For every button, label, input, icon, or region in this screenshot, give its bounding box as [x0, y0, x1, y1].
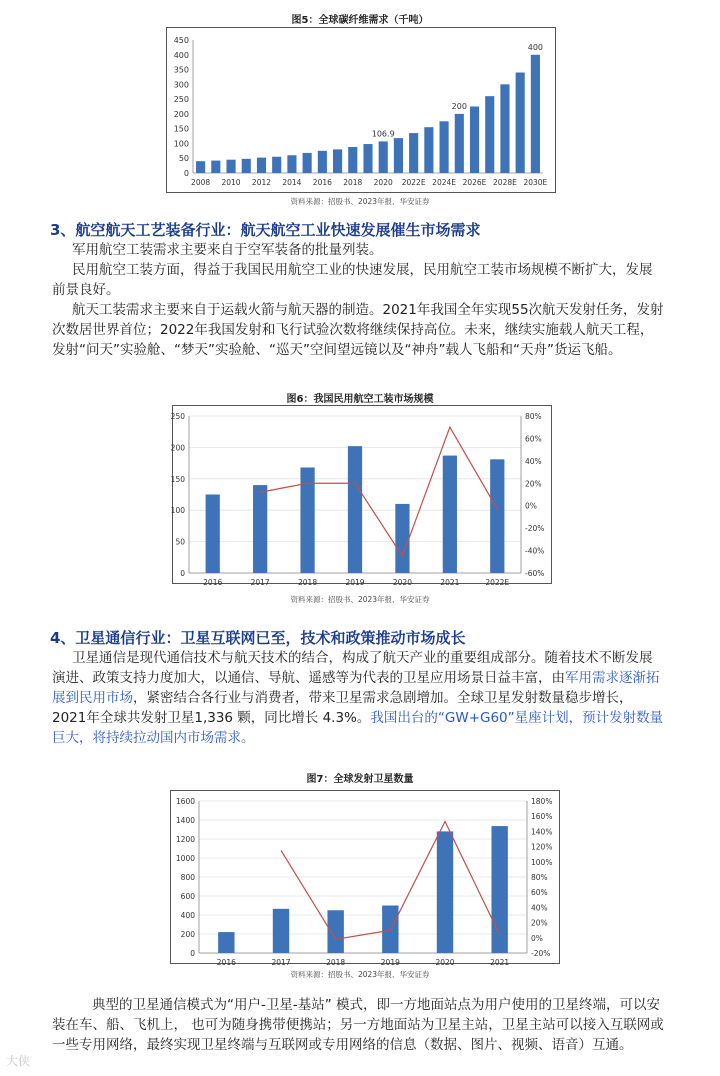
- fig5-x-tick-label: 2008: [191, 178, 211, 187]
- fig5-chart: [166, 27, 556, 193]
- section4-text-c: ，紧密结合各行业与消费者，带来卫星需求急剧增加。全球卫星发射数量稳步增长，2021年全球共发射卫星1,336 颗，同比增长 4.3%。: [52, 690, 633, 726]
- fig5-x-tick-label: 2020: [373, 178, 393, 187]
- fig7-bar: [327, 910, 343, 953]
- fig6-bar: [348, 446, 362, 573]
- fig6-y-tick-label: 150: [170, 474, 185, 484]
- fig6-title: 图6：我国民用航空工装市场规模: [286, 394, 434, 405]
- fig5-bar: [409, 133, 418, 173]
- fig6-x-tick-label: 2018: [298, 578, 318, 587]
- fig5-bar: [531, 55, 540, 173]
- fig5-bar: [211, 161, 220, 173]
- section3-paragraph-2: 民用航空工装方面，得益于我国民用航空工业的快速发展，民用航空工装市场规模不断扩大，发展前景良好。: [52, 262, 653, 298]
- fig6-bar: [490, 459, 504, 573]
- fig6-source: 资料来源：招股书、2023年报、华安证券: [290, 595, 430, 604]
- fig5-bar: [303, 153, 312, 173]
- fig6-y-tick-label: 0: [180, 569, 185, 578]
- fig5-data-label: 200: [451, 101, 467, 111]
- fig5-y-tick-label: 50: [178, 154, 189, 164]
- fig5-data-label: 106.9: [371, 129, 395, 139]
- fig5-x-tick-label: 2028E: [493, 178, 517, 187]
- fig7-y2-tick-label: 120%: [531, 842, 553, 852]
- fig7-y-tick-label: 1000: [175, 854, 195, 863]
- fig5-bar: [363, 144, 372, 173]
- fig5-y-tick-label: 150: [173, 124, 189, 134]
- fig5-bar: [272, 157, 281, 173]
- fig5-bar: [226, 160, 235, 173]
- fig6-bar: [443, 456, 457, 573]
- fig6-x-tick-label: 2022E: [485, 578, 510, 587]
- fig6-y-tick-label: 50: [175, 537, 185, 547]
- fig5-bar: [440, 121, 449, 173]
- closing-body: [52, 995, 664, 1055]
- fig5-x-tick-label: 2026E: [462, 178, 487, 187]
- fig5-bar: [394, 138, 403, 173]
- fig7-y-tick-label: 0: [190, 949, 195, 958]
- fig7-y2-tick-label: -20%: [531, 949, 551, 958]
- fig6-bar: [395, 504, 409, 573]
- fig6-bar: [206, 495, 220, 574]
- section3-heading: 3、航空航天工艺装备行业：航天航空工业快速发展催生市场需求: [50, 221, 481, 239]
- fig6-bar: [253, 485, 267, 573]
- fig7-x-tick-label: 2018: [326, 958, 346, 967]
- fig7-y2-tick-label: 180%: [531, 797, 553, 806]
- fig7-bar: [218, 932, 234, 953]
- fig6-x-tick-label: 2017: [250, 578, 270, 587]
- fig7-x-tick-label: 2020: [435, 958, 455, 967]
- fig7-source: 资料来源：招股书、2023年报、华安证券: [290, 970, 430, 979]
- fig7-y-tick-label: 1200: [175, 835, 195, 844]
- fig5-bar: [287, 155, 296, 173]
- fig7-y2-tick-label: 0%: [531, 933, 543, 943]
- closing-paragraph: 典型的卫星通信模式为“用户-卫星-基站” 模式，即一方地面站点为用户使用的卫星终端，可以安装在车、船、飞机上， 也可为随身携带便携站；另一方地面站为卫星主站，卫星主站可以接入互联网或一些专用网络，最终实现卫星终端与互联网或专用网络的信息（数据、图片、视频、语音）互通。: [52, 997, 664, 1053]
- fig5-y-tick-label: 100: [173, 139, 189, 149]
- section4-highlight-2: 我国出台的“GW+G60”星座计划，预计发射数量巨大，将持续拉动国内市场需求。: [52, 710, 664, 746]
- fig5-x-tick-label: 2016: [312, 178, 332, 187]
- fig6-y-tick-label: 250: [170, 412, 185, 421]
- fig7-x-tick-label: 2021: [490, 958, 510, 967]
- fig6-y2-tick-label: -20%: [525, 524, 545, 534]
- fig5-y-tick-label: 400: [173, 50, 189, 60]
- watermark: 大侠: [6, 1054, 31, 1068]
- fig6-y2-tick-label: 60%: [525, 434, 542, 444]
- fig5-y-tick-label: 250: [173, 95, 189, 105]
- fig6-x-tick-label: 2021: [440, 578, 460, 587]
- fig7-y-tick-label: 400: [180, 911, 195, 920]
- fig5-data-label: 400: [527, 42, 544, 52]
- fig6-x-tick-label: 2020: [392, 578, 412, 587]
- fig7-y2-tick-label: 160%: [531, 812, 553, 822]
- fig7-y2-tick-label: 140%: [531, 827, 553, 837]
- fig7-chart: [170, 790, 560, 967]
- section4-body: [52, 648, 664, 748]
- fig7-x-tick-label: 2019: [380, 958, 400, 967]
- fig5-bar: [424, 127, 433, 173]
- fig5-x-tick-label: 2012: [251, 178, 272, 187]
- fig5-bar: [318, 151, 327, 173]
- fig5-bar: [257, 158, 266, 173]
- fig7-y-tick-label: 600: [180, 892, 195, 901]
- fig5-x-tick-label: 2018: [343, 178, 363, 187]
- fig7-y-tick-label: 1600: [175, 797, 195, 806]
- fig5-bar: [348, 147, 357, 173]
- fig5-bar: [516, 73, 525, 173]
- fig5-title: 图5：全球碳纤维需求（千吨）: [291, 15, 429, 26]
- section3-paragraph-3: 航天工装需求主要来自于运载火箭与航天器的制造。2021年我国全年实现55次航天发射任务，发射次数居世界首位；2022年我国发射和飞行试验次数将继续保持高位。未来，继续实施载人航天工程，发射“问天”实验舱、“梦天”实验舱、“巡天”空间望远镜以及“神舟”载人飞船和“天舟”货运飞船。: [52, 302, 664, 358]
- section4-highlight-1: 军用需求逐渐拓展到民用市场: [52, 670, 660, 706]
- fig7-bar: [437, 831, 453, 953]
- fig6-x-tick-label: 2019: [345, 578, 365, 587]
- section3-paragraph-1: 军用航空工装需求主要来自于空军装备的批量列装。: [72, 242, 383, 258]
- fig5-bar: [455, 114, 464, 173]
- fig6-y2-tick-label: 0%: [525, 501, 537, 511]
- fig7-x-tick-label: 2016: [216, 958, 236, 967]
- fig5-bar: [379, 141, 388, 173]
- fig7-x-tick-label: 2017: [271, 958, 291, 967]
- fig6-x-tick-label: 2016: [203, 578, 223, 587]
- fig7-y2-tick-label: 20%: [531, 918, 548, 928]
- fig7-y2-tick-label: 60%: [531, 888, 548, 898]
- fig6-y2-tick-label: -60%: [525, 569, 545, 578]
- fig7-title: 图7：全球发射卫星数量: [306, 774, 414, 785]
- fig6-y2-tick-label: 20%: [525, 479, 542, 489]
- fig5-bar: [333, 149, 342, 173]
- fig7-y-tick-label: 200: [180, 930, 195, 939]
- fig7-y2-tick-label: 100%: [531, 857, 553, 867]
- fig6-y2-tick-label: 80%: [525, 412, 542, 421]
- fig7-y-tick-label: 800: [180, 873, 195, 882]
- fig5-x-tick-label: 2030E: [523, 178, 548, 187]
- section4-paragraph-1: [52, 648, 664, 748]
- fig6-y-tick-label: 200: [170, 443, 185, 453]
- fig7-y2-tick-label: 80%: [531, 873, 548, 882]
- fig5-y-tick-label: 350: [173, 65, 189, 75]
- fig5-bar: [485, 96, 494, 173]
- fig5-y-tick-label: 450: [173, 36, 189, 45]
- fig6-y2-tick-label: -40%: [525, 546, 545, 556]
- fig7-bar: [273, 909, 289, 953]
- fig7-y2-tick-label: 40%: [531, 903, 548, 913]
- fig7-y-tick-label: 1400: [175, 816, 195, 825]
- fig5-bar: [470, 107, 479, 174]
- fig6-growth-line: [260, 427, 497, 556]
- fig6-chart: [170, 405, 552, 587]
- fig5-bar: [196, 161, 205, 173]
- fig5-y-tick-label: 300: [173, 80, 189, 90]
- fig6-y2-tick-label: 40%: [525, 456, 542, 466]
- fig5-x-tick-label: 2014: [282, 178, 302, 187]
- fig6-y-tick-label: 100: [170, 506, 185, 516]
- section4-heading: 4、卫星通信行业：卫星互联网已至，技术和政策推动市场成长: [50, 629, 466, 647]
- fig5-source: 资料来源：招股书、2023年报、华安证券: [290, 197, 430, 206]
- fig5-bar: [500, 84, 509, 173]
- fig5-x-tick-label: 2010: [221, 178, 241, 187]
- section4-text-a: 卫星通信是现代通信技术与航天技术的结合，构成了航天产业的重要组成部分。随着技术不断发展演进、政策支持力度加大，以通信、导航、遥感等为代表的卫星应用场景日益丰富，由: [52, 650, 653, 686]
- fig5-x-tick-label: 2024E: [432, 178, 457, 187]
- fig5-bar: [242, 159, 251, 173]
- fig5-x-tick-label: 2022E: [401, 178, 426, 187]
- fig5-y-tick-label: 0: [183, 169, 189, 178]
- section3-body: [52, 240, 664, 360]
- fig5-y-tick-label: 200: [173, 109, 189, 119]
